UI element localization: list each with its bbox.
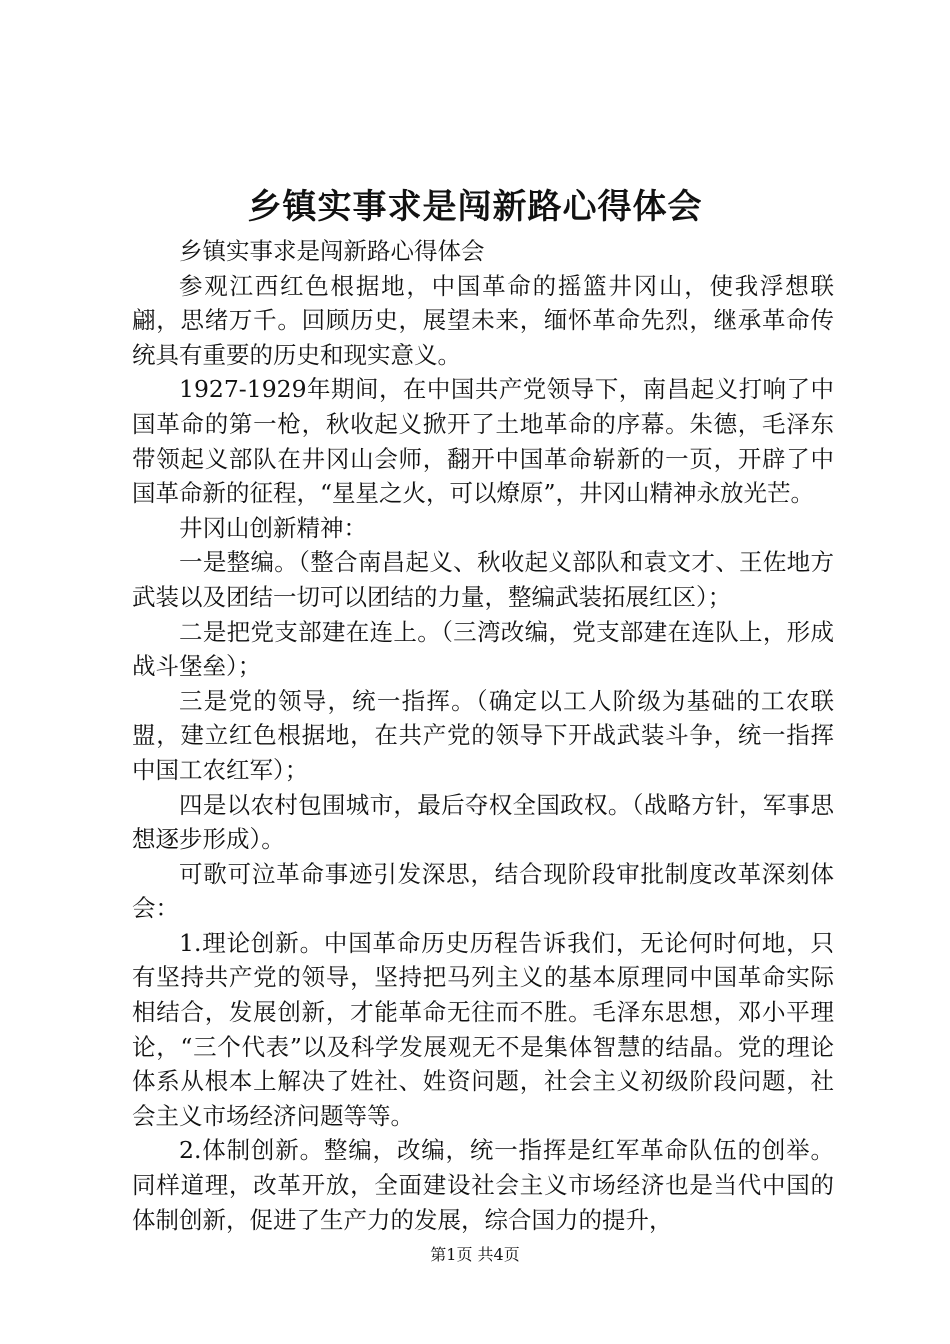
numbered-item: 1.理论创新。中国革命历史历程告诉我们，无论何时何地，只有坚持共产党的领导，坚持把马列主义的基本原理同中国革命实际相结合，发展创新，才能革命无往而不胜。毛泽东思想，邓小平理论，“三个代表”以及科学发展观无不是集体智慧的结晶。党的理论体系从根本上解决了姓社、姓资问题，社会主义初级阶段问题，社会主义市场经济问题等等。: [132, 928, 834, 1130]
paragraph: 参观江西红色根据地，中国革命的摇篮井冈山，使我浮想联翩，思绪万千。回顾历史，展望未来，缅怀革命先烈，继承革命传统具有重要的历史和现实意义。: [132, 271, 834, 369]
page-footer: 第1页 共4页: [430, 1245, 520, 1264]
list-item: 二是把党支部建在连上。（三湾改编，党支部建在连队上，形成战斗堡垒）；: [132, 617, 834, 681]
list-item: 一是整编。（整合南昌起义、秋收起义部队和袁文才、王佐地方武装以及团结一切可以团结的力量，整编武装拓展红区）；: [132, 548, 834, 611]
paragraph: 可歌可泣革命事迹引发深思，结合现阶段审批制度改革深刻体会：: [132, 859, 834, 923]
numbered-item: 2.体制创新。整编，改编，统一指挥是红军革命队伍的创举。同样道理，改革开放，全面建设社会主义市场经济也是当代中国的体制创新，促进了生产力的发展，综合国力的提升，: [132, 1136, 834, 1234]
paragraph: 1927-1929年期间，在中国共产党领导下，南昌起义打响了中国革命的第一枪，秋收起义掀开了土地革命的序幕。朱德，毛泽东带领起义部队在井冈山会师，翻开中国革命崭新的一页，开辟了中国革命新的征程，“星星之火，可以燎原”，井冈山精神永放光芒。: [132, 375, 834, 508]
list-item: 三是党的领导，统一指挥。（确定以工人阶级为基础的工农联盟，建立红色根据地，在共产党的领导下开战武装斗争，统一指挥中国工农红军）；: [132, 686, 834, 784]
document-title: 乡镇实事求是闯新路心得体会: [247, 187, 703, 227]
paragraph-subtitle: 乡镇实事求是闯新路心得体会: [179, 237, 485, 265]
list-item: 四是以农村包围城市，最后夺权全国政权。（战略方针，军事思想逐步形成）。: [132, 790, 834, 854]
document-body: [132, 234, 834, 1237]
paragraph-heading: 井冈山创新精神：: [179, 513, 367, 542]
